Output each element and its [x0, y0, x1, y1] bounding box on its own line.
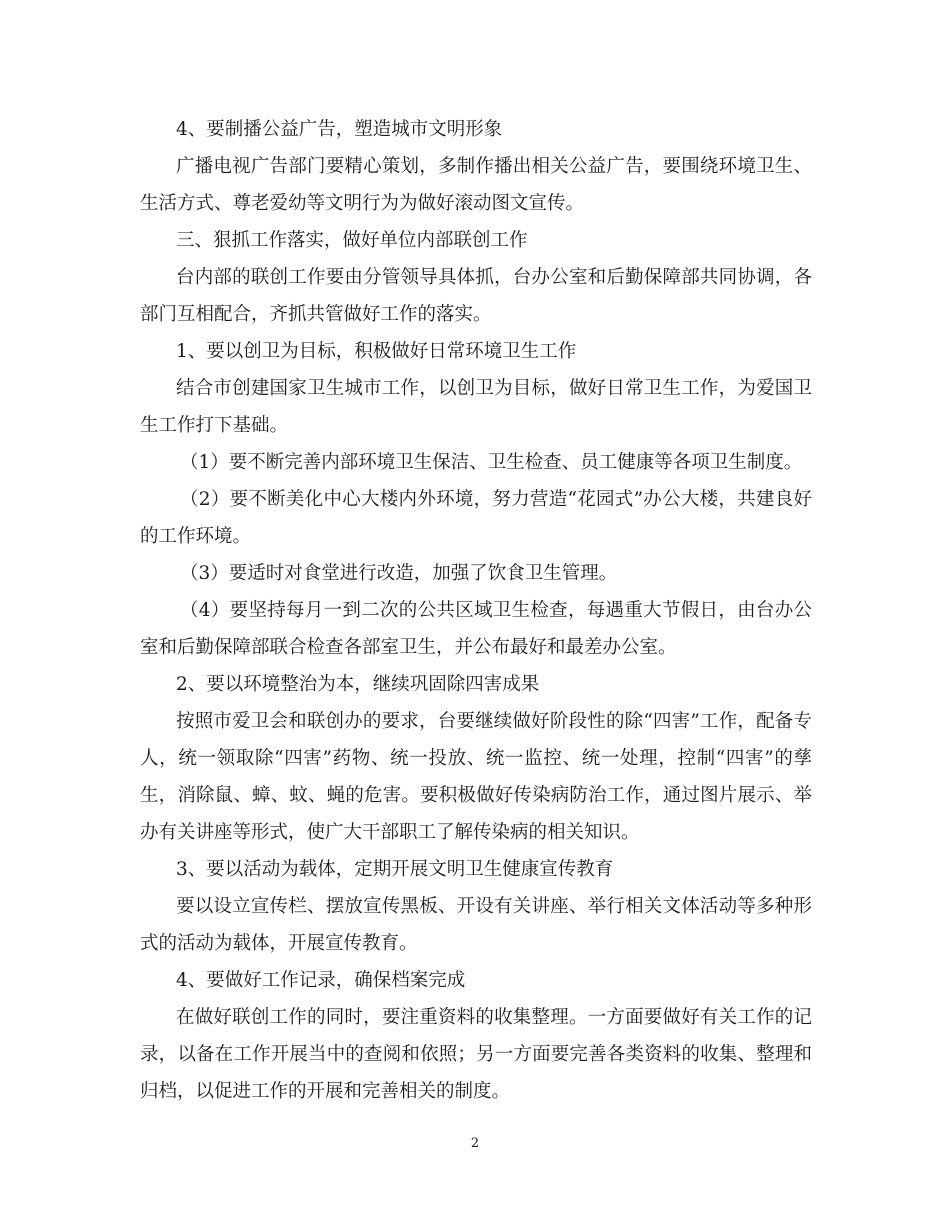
- paragraph-line: 办有关讲座等形式，使广大干部职工了解传染病的相关知识。: [140, 822, 640, 843]
- paragraph-line: 要以设立宣传栏、摆放宣传黑板、开设有关讲座、举行相关文体活动等多种形: [176, 896, 812, 917]
- heading-item-2: 2、要以环境整治为本，继续巩固除四害成果: [176, 674, 540, 695]
- paragraph-line: 生，消除鼠、蟑、蚊、蝇的危害。要积极做好传染病防治工作，通过图片展示、举: [140, 785, 812, 806]
- heading-item-1: 1、要以创卫为目标，积极做好日常环境卫生工作: [176, 341, 577, 362]
- paragraph-line: 生活方式、尊老爱幼等文明行为为做好滚动图文宣传。: [140, 193, 585, 214]
- paragraph-line: 广播电视广告部门要精心策划，多制作播出相关公益广告，要围绕环境卫生、: [176, 156, 812, 177]
- paragraph-line: 生工作打下基础。: [140, 415, 289, 436]
- paragraph-line: 室和后勤保障部联合检查各部室卫生，并公布最好和最差办公室。: [140, 637, 677, 658]
- paragraph-line: 在做好联创工作的同时，要注重资料的收集整理。一方面要做好有关工作的记: [176, 1007, 812, 1028]
- heading-public-ads: 4、要制播公益广告，塑造城市文明形象: [176, 119, 503, 140]
- paragraph-line: 录，以备在工作开展当中的查阅和依照；另一方面要完善各类资料的收集、整理和: [140, 1044, 812, 1065]
- sub-item-2: （2）要不断美化中心大楼内外环境，努力营造“花园式”办公大楼，共建良好: [180, 489, 812, 510]
- paragraph-line: 归档，以促进工作的开展和完善相关的制度。: [140, 1081, 511, 1102]
- sub-item-3: （3）要适时对食堂进行改造，加强了饮食卫生管理。: [180, 563, 618, 584]
- heading-item-4: 4、要做好工作记录，确保档案完成: [176, 970, 466, 991]
- heading-section-three: 三、狠抓工作落实，做好单位内部联创工作: [176, 230, 528, 251]
- heading-item-3: 3、要以活动为载体，定期开展文明卫生健康宣传教育: [176, 859, 614, 880]
- paragraph-line: 按照市爱卫会和联创办的要求，台要继续做好阶段性的除“四害”工作，配备专: [176, 711, 812, 732]
- paragraph-line: 的工作环境。: [140, 526, 252, 547]
- paragraph-line: 人，统一领取除“四害”药物、统一投放、统一监控、统一处理，控制“四害”的孳: [140, 748, 812, 769]
- paragraph-line: 部门互相配合，齐抓共管做好工作的落实。: [140, 304, 492, 325]
- paragraph-line: 式的活动为载体，开展宣传教育。: [140, 933, 418, 954]
- sub-item-1: （1）要不断完善内部环境卫生保洁、卫生检查、员工健康等各项卫生制度。: [180, 452, 803, 473]
- page-number: 2: [470, 1136, 480, 1151]
- paragraph-line: 台内部的联创工作要由分管领导具体抓，台办公室和后勤保障部共同协调，各: [176, 267, 812, 288]
- paragraph-line: 结合市创建国家卫生城市工作，以创卫为目标，做好日常卫生工作，为爱国卫: [176, 378, 812, 399]
- sub-item-4: （4）要坚持每月一到二次的公共区域卫生检查，每遇重大节假日，由台办公: [180, 600, 812, 621]
